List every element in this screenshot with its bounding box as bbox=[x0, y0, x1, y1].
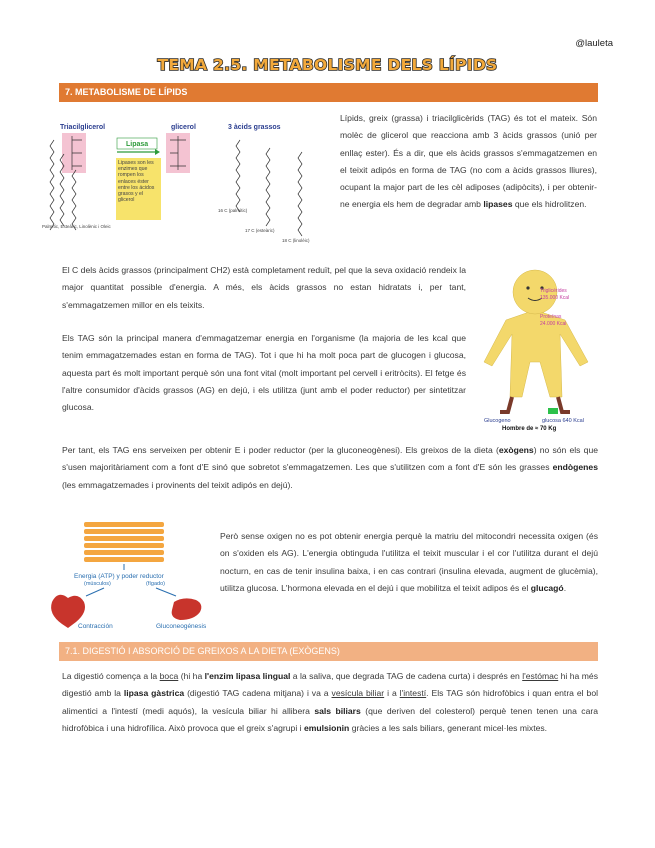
label-glucose: glucosa 640 Kcal bbox=[542, 418, 584, 424]
term-lingual-lipase: l'enzim lipasa lingual bbox=[204, 671, 291, 681]
term-mouth: boca bbox=[159, 671, 179, 681]
label-fatty-acid-names: Palmític, Esteàric, Linolènic i Oleic bbox=[42, 224, 111, 229]
label-liver: (fígado) bbox=[146, 581, 165, 587]
glucose-marker bbox=[548, 408, 558, 414]
section-heading-digestion: 7.1. DIGESTIÓ I ABSORCIÓ DE GREIXOS A LA DIETA (EXÒGENS) bbox=[59, 642, 598, 661]
term-bile-salts: sals biliars bbox=[314, 705, 361, 716]
paragraph-carbon-reduced bbox=[62, 262, 466, 314]
arrow-to-heart bbox=[86, 588, 104, 596]
label-triglycerides: Triglicérides bbox=[540, 288, 567, 294]
lipase-note: Lipases son les enzimes que rompen los enlaces éster entre los ácidos grasos y el glicerol bbox=[118, 160, 155, 204]
energy-usage-diagram bbox=[46, 520, 216, 632]
text-run: (digestió TAG cadena mitjana) i va a bbox=[184, 688, 332, 699]
term-gastric-lipase: lipasa gàstrica bbox=[123, 688, 185, 699]
paragraph-lipids-intro bbox=[340, 110, 597, 214]
text-run: a la saliva, que degrada TAG de cadena curta) i després en bbox=[290, 671, 523, 681]
term-glucagon: glucagó bbox=[530, 582, 564, 593]
text-run: (que deriven del colesterol) perquè tenen tenen una cara hidrofòbica i una hidrofílica. Això provoca que el greix s'agrupi i bbox=[62, 705, 598, 733]
term-stomach: l'estómac bbox=[522, 671, 559, 681]
liver-icon bbox=[172, 598, 202, 620]
left-eye bbox=[526, 286, 529, 289]
body-shape bbox=[484, 310, 588, 397]
text-run: Lípids, greix (grassa) i triacilglicèrids (TAG) és tot el mateix. Són molèc de glicerol que reacciona amb 3 àcids grassos (unió per enllaç ester). És a dir, que els àcids grassos s'emmagatzemen en el teixit adipós en forma de TAG (no com a àcids grassos lliures), ocupant la major part de les cèl adiposes (adipòcits), i per obtenir-ne energia els hem de degradar amb bbox=[340, 113, 597, 210]
label-gluconeogenesis: Gluconeogénesis bbox=[156, 623, 207, 630]
label-triglycerides-kcal: 135.000 Kcal bbox=[540, 295, 570, 301]
label-triacylglycerol: Triacilglicerol bbox=[60, 124, 106, 131]
paragraph-text bbox=[220, 528, 598, 597]
fatty-acid-chains bbox=[236, 140, 302, 236]
term-exogens: exògens bbox=[498, 445, 534, 455]
human-figure-diagram bbox=[470, 262, 600, 432]
text-run: hi ha més digestió amb la bbox=[62, 671, 598, 699]
label-contraction: Contracción bbox=[78, 623, 113, 630]
term-endogens: endògenes bbox=[552, 462, 598, 473]
label-fatty-acids: 3 àcids grassos bbox=[228, 124, 281, 131]
paragraph-digestion bbox=[62, 668, 598, 737]
label-lipase: Lipasa bbox=[126, 141, 149, 148]
tag-hydrolysis-diagram bbox=[42, 118, 332, 248]
text-run: i a bbox=[384, 688, 400, 699]
paragraph-text bbox=[62, 442, 598, 494]
page-title: TEMA 2.5. METABOLISME DELS LÍPIDS bbox=[157, 56, 498, 74]
author-handle: @lauleta bbox=[575, 38, 613, 49]
lipase-note-container bbox=[118, 160, 160, 220]
text-run: (hi ha bbox=[178, 671, 205, 681]
paragraph-text bbox=[62, 668, 598, 737]
tag-hydrolysis-figure bbox=[42, 118, 332, 248]
label-proteins: Proteínas bbox=[540, 314, 562, 320]
reaction-arrowhead bbox=[155, 149, 160, 155]
text-run: que els hidrolitzen. bbox=[512, 199, 587, 210]
label-glycogen: Glucogeno bbox=[484, 418, 511, 424]
text-run: . Els TAG són hidrofòbics i quan entra el bol alimentici a l'intestí (medi aquós), la vesícula biliar hi allibera bbox=[62, 688, 599, 716]
energy-usage-figure bbox=[46, 520, 216, 632]
paragraph-text bbox=[340, 110, 597, 214]
label-chain-1: 16 C (palmític) bbox=[218, 208, 248, 213]
label-glycerol: glicerol bbox=[171, 124, 196, 131]
text-run: gràcies a les sals biliars, generant micel·les mixtes. bbox=[349, 722, 548, 733]
label-chain-2: 17 C (esteàric) bbox=[245, 228, 275, 233]
left-leg bbox=[500, 397, 512, 412]
label-muscle: (músculos) bbox=[84, 581, 111, 587]
label-proteins-kcal: 24.000 Kcal bbox=[540, 321, 567, 327]
paragraph-oxygen-glucagon bbox=[220, 528, 598, 597]
text-run: . bbox=[563, 582, 567, 593]
fatty-acid-stack bbox=[84, 522, 164, 562]
term-intestine: l'intestí bbox=[399, 688, 427, 699]
arrow-to-liver bbox=[156, 588, 176, 596]
section-heading-lipid-metabolism: 7. METABOLISME DE LÍPIDS bbox=[59, 83, 598, 102]
paragraph-text: El C dels àcids grassos (principalment CH2) està completament reduït, pel que la seva oxidació rendeix la major quantitat possible d'energia. A més, els àcids grassos no estan hidratats i, per tant, s'emmagatzemen millor en els teixits. bbox=[62, 265, 466, 310]
label-chain-3: 18 C (linolèic) bbox=[282, 238, 310, 243]
text-run: La digestió comença a la bbox=[62, 671, 160, 681]
label-energy: Energia (ATP) y poder reductor bbox=[74, 573, 164, 580]
figure-caption: Hombre de ≈ 70 Kg bbox=[502, 426, 557, 432]
term-emulsify: emulsionin bbox=[303, 722, 350, 733]
term-gallbladder: vesícula biliar bbox=[331, 688, 385, 699]
right-leg bbox=[558, 397, 570, 412]
paragraph-tag-storage bbox=[62, 330, 466, 416]
text-run: ) no són els que s'usen majoritàriament com a font d'E sinó que sobretot s'emmagatzemen. Les que s'utilitzen com a font d'E són les grasses bbox=[62, 445, 598, 473]
paragraph-text: Els TAG són la principal manera d'emmagatzemar energia en l'organisme (la majoria de les kcal que tenim emmagatzemades estan en forma de TAG). Tot i que hi ha molt poca part de glucogen i glucosa, aquesta part és molt important perquè són una font vital (molt important pel cervell i eritròcits). El fetge és l'altre consumidor d'àcids grassos (AG) en dejú, i els utilitza (junt amb el poder reductor) per sintetitzar glucosa. bbox=[62, 333, 466, 413]
paragraph-exogenous-endogenous bbox=[62, 442, 598, 494]
energy-reserves-figure bbox=[470, 262, 600, 432]
text-run: Però sense oxigen no es pot obtenir energia perquè la matriu del mitocondri necessita oxigen (és on s'oxiden els AG). L'energia obtinguda l'utilitza el teixit muscular i el cor l'utilitza durant el dejú nocturn, en cas de tenir insulina baixa, i en cas contrari (insulina elevada, augment de glucèmia), utilitza glucosa. L'hormona elevada en el dejú i que mobilitza el teixit adipos és el bbox=[220, 531, 598, 593]
term-lipases: lipases bbox=[483, 199, 513, 210]
text-run: (les emmagatzemades i provinents del teixit adipós en dejú). bbox=[62, 479, 293, 490]
text-run: Per tant, els TAG ens serveixen per obtenir E i poder reductor (per la gluconeogènesi). Els greixos de la dieta ( bbox=[62, 445, 499, 455]
